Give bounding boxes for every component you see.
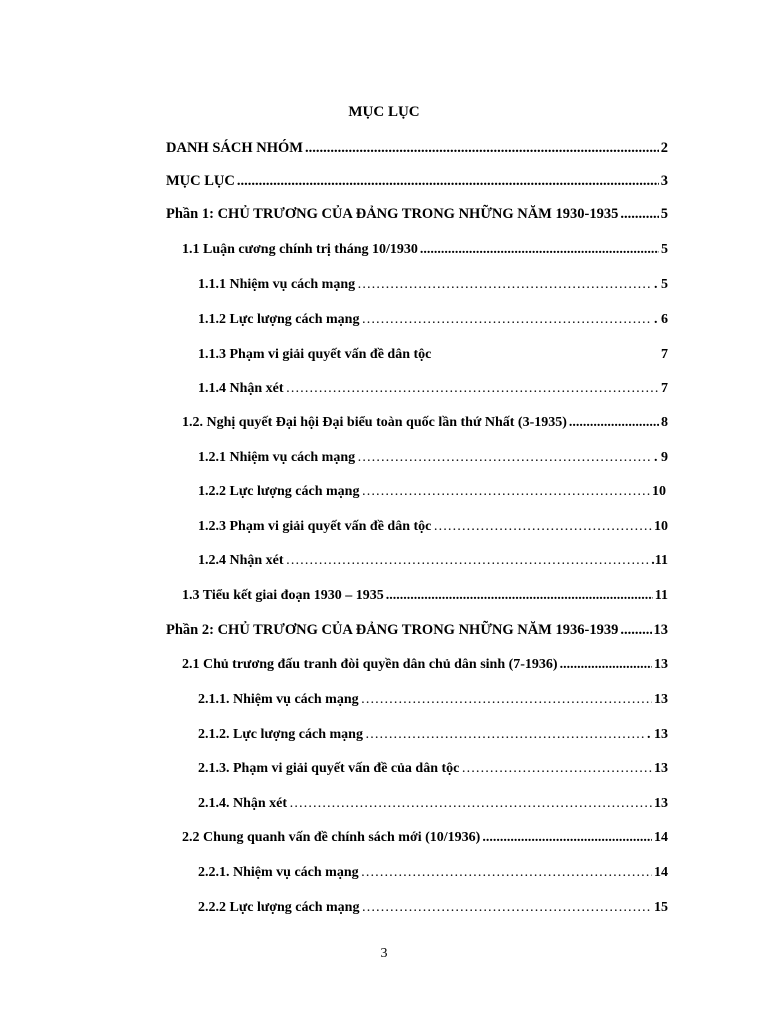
toc-entry-page: 13 [654, 692, 668, 707]
dot-leader [365, 727, 645, 743]
toc-entry-label: 1.1 Luận cương chính trị tháng 10/1930 [182, 242, 418, 257]
toc-entry-label: Phần 1: CHỦ TRƯƠNG CỦA ĐẢNG TRONG NHỮNG NĂM 1930-1935 [166, 206, 619, 222]
toc-entry-phan-1[interactable] [166, 206, 668, 226]
toc-entry-label: DANH SÁCH NHÓM [166, 140, 303, 156]
dot-leader [357, 450, 652, 466]
page-number: 3 [380, 946, 388, 961]
toc-entry-page: . 5 [654, 277, 668, 292]
toc-entry-2-1-3[interactable] [198, 761, 668, 781]
toc-entry-phan-2[interactable] [166, 622, 668, 642]
toc-entry-page: 13 [653, 622, 668, 638]
toc-entry-page: 13 [654, 796, 668, 811]
toc-entry-page: 10 [652, 484, 666, 499]
dot-leader [461, 761, 652, 777]
toc-entry-2-1[interactable] [182, 657, 668, 677]
toc-entry-1-1-4[interactable] [198, 381, 668, 401]
toc-entry-2-2-2[interactable] [198, 900, 668, 920]
toc-entry-label: 1.2.1 Nhiệm vụ cách mạng [198, 450, 356, 465]
dot-leader [237, 173, 659, 190]
toc-entry-page: . 6 [654, 312, 668, 327]
toc-entry-page: 13 [654, 657, 668, 672]
dot-leader [620, 206, 658, 223]
toc-entry-label: 1.3 Tiểu kết giai đoạn 1930 – 1935 [182, 588, 384, 603]
toc-entry-label: 1.2.3 Phạm vi giải quyết vấn đề dân tộc [198, 519, 432, 534]
toc-entry-2-1-2[interactable] [198, 727, 668, 747]
toc-entry-1-2-3[interactable] [198, 519, 668, 539]
toc-title: MỤC LỤC [348, 104, 420, 120]
toc-entry-page: .11 [651, 553, 668, 568]
toc-entry-page: 11 [654, 588, 668, 603]
dot-leader [420, 242, 659, 258]
dot-leader [357, 277, 652, 293]
toc-entry-label: 2.2.2 Lực lượng cách mạng [198, 900, 360, 915]
toc-entry-1-1-3[interactable] [198, 347, 668, 367]
toc-entry-page: 14 [654, 830, 668, 845]
dot-leader [361, 692, 652, 708]
toc-entry-1-2-2[interactable] [198, 484, 666, 504]
toc-entry-page: . 9 [654, 450, 668, 465]
toc-entry-2-2[interactable] [182, 830, 668, 850]
dot-leader [386, 588, 653, 604]
toc-entry-1-1[interactable] [182, 242, 668, 262]
toc-entry-2-2-1[interactable] [198, 865, 668, 885]
toc-entry-page: 15 [654, 900, 668, 915]
toc-entry-1-1-1[interactable] [198, 277, 668, 297]
toc-entry-page: 5 [660, 206, 668, 222]
dot-leader [569, 415, 659, 431]
toc-entry-page: 3 [660, 173, 668, 189]
dot-leader [286, 553, 650, 569]
toc-entry-label: 1.2.4 Nhận xét [198, 553, 284, 568]
toc-entry-label: 1.2.2 Lực lượng cách mạng [198, 484, 360, 499]
dot-leader [620, 622, 651, 639]
toc-entry-page: 7 [661, 347, 668, 362]
dot-leader [361, 900, 652, 916]
toc-entry-label: 2.1 Chủ trương đấu tranh đòi quyền dân chủ dân sinh (7-1936) [182, 657, 558, 672]
dot-leader [361, 484, 650, 500]
toc-entry-label: 1.1.1 Nhiệm vụ cách mạng [198, 277, 356, 292]
toc-entry-page: 2 [660, 140, 668, 156]
dot-leader [433, 519, 652, 535]
toc-entry-label: 1.2. Nghị quyết Đại hội Đại biểu toàn quốc lần thứ Nhất (3-1935) [182, 415, 567, 430]
dot-leader [305, 140, 659, 157]
toc-entry-1-2-4[interactable] [198, 553, 668, 573]
toc-entry-1-2-1[interactable] [198, 450, 668, 470]
toc-entry-page: 5 [661, 242, 668, 257]
toc-entry-danh-sach-nhom[interactable] [166, 140, 668, 160]
toc-entry-page: 7 [661, 381, 668, 396]
dot-leader [289, 796, 652, 812]
toc-entry-page: 8 [661, 415, 668, 430]
toc-entry-label: 2.1.3. Phạm vi giải quyết vấn đề của dân tộc [198, 761, 460, 776]
toc-entry-label: MỤC LỤC [166, 173, 235, 189]
toc-entry-label: 2.1.4. Nhận xét [198, 796, 288, 811]
toc-entry-label: 2.2 Chung quanh vấn đề chính sách mới (10/1936) [182, 830, 481, 845]
toc-entry-label: 2.1.1. Nhiệm vụ cách mạng [198, 692, 359, 707]
toc-entry-muc-luc[interactable] [166, 173, 668, 193]
toc-entry-label: 1.1.2 Lực lượng cách mạng [198, 312, 360, 327]
dot-leader [286, 381, 659, 397]
toc-entry-2-1-4[interactable] [198, 796, 668, 816]
toc-entry-page: 13 [654, 761, 668, 776]
toc-entry-1-1-2[interactable] [198, 312, 668, 332]
dot-leader [361, 312, 652, 328]
toc-entry-2-1-1[interactable] [198, 692, 668, 712]
toc-entry-label: Phần 2: CHỦ TRƯƠNG CỦA ĐẢNG TRONG NHỮNG NĂM 1936-1939 [166, 622, 619, 638]
toc-entry-page: 10 [654, 519, 668, 534]
toc-entry-label: 2.2.1. Nhiệm vụ cách mạng [198, 865, 359, 880]
dot-leader [482, 830, 652, 846]
toc-entry-1-3[interactable] [182, 588, 668, 608]
dot-leader [560, 657, 652, 673]
toc-entry-label: 1.1.3 Phạm vi giải quyết vấn đề dân tộc [198, 347, 432, 362]
toc-entry-page: . 13 [647, 727, 668, 742]
toc-entry-label: 1.1.4 Nhận xét [198, 381, 284, 396]
toc-entry-page: 14 [654, 865, 668, 880]
toc-entry-label: 2.1.2. Lực lượng cách mạng [198, 727, 363, 742]
dot-leader [361, 865, 652, 881]
toc-entry-1-2[interactable] [182, 415, 668, 435]
